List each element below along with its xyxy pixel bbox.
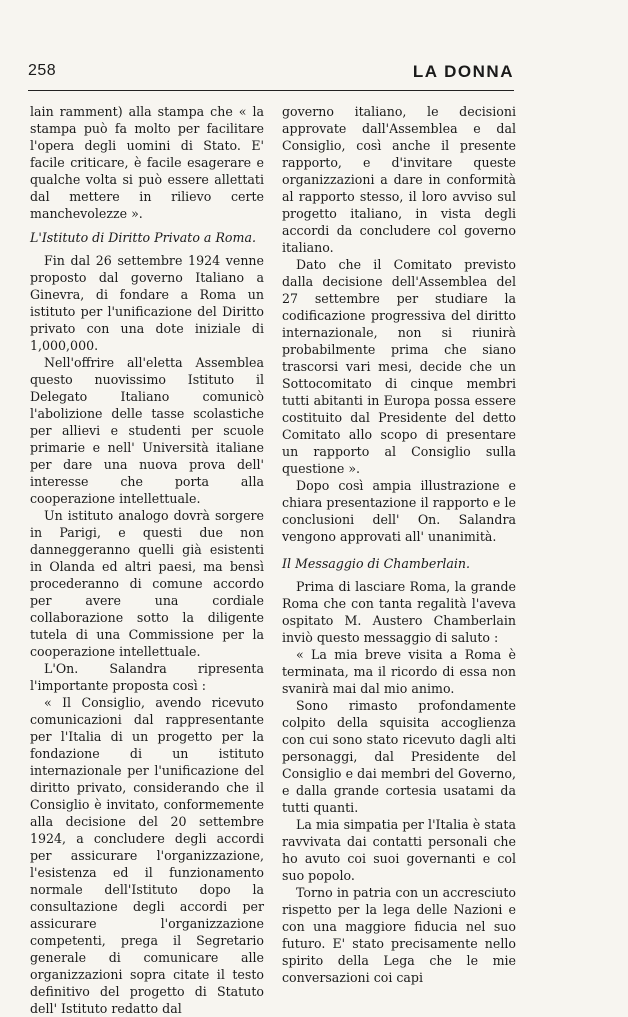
paragraph: La mia simpatia per l'Italia è stata ravvivata dai contatti personali che ho avuto coi suoi governanti e col suo popolo.	[282, 817, 516, 883]
paragraph: governo italiano, le decisioni approvate dall'Assemblea e dal Consiglio, così anche il presente rapporto, e d'invitare queste organizzazioni a dare in conformità al rapporto stesso, il loro avviso sul progetto italiano, in vista degli accordi da concludere col governo italiano.	[282, 104, 516, 255]
paragraph: Prima di lasciare Roma, la grande Roma che con tanta regalità l'aveva ospitato M. Austero Chamberlain inviò questo messaggio di saluto :	[282, 579, 516, 645]
paragraph: lain ramment) alla stampa che « la stampa può fa molto per facilitare l'opera degli uomini di Stato. E' facile criticare, è facile esagerare e qualche volta si può essere allettati dal mettere in rilievo certe manchevolezze ».	[30, 104, 264, 221]
page-header	[28, 62, 514, 86]
paragraph: Torno in patria con un accresciuto rispetto per la lega delle Nazioni e con una maggiore fiducia nel suo futuro. E' stato precisamente nello spirito della Lega che le mie conversazioni coi capi	[282, 885, 516, 985]
paragraph: Dato che il Comitato previsto dalla decisione dell'Assemblea del 27 settembre per studiare la codificazione progressiva del diritto internazionale, non si riunirà probabilmente prima che siano trascorsi vari mesi, decide che un Sottocomitato di cinque membri tutti abitanti in Europa possa essere costituito dal Presidente del detto Comitato allo scopo di presentare un rapporto al Consiglio sulla questione ».	[282, 257, 516, 476]
header-rule	[28, 90, 514, 91]
paragraph: « La mia breve visita a Roma è terminata, ma il ricordo di essa non svanirà mai dal mio animo.	[282, 647, 516, 696]
paragraph: Sono rimasto profondamente colpito della squisita accoglienza con cui sono stato ricevuto dagli alti personaggi, dal Presidente del Consiglio e dai membri del Governo, e dalla grande cortesia usatami da tutti quanti.	[282, 698, 516, 815]
paragraph: Un istituto analogo dovrà sorgere in Parigi, e questi due non danneggeranno quelli già esistenti in Olanda ed altri paesi, ma bensì procederanno di comune accordo per avere una cordiale collaborazione sotto la diligente tutela di una Commissione per la cooperazione intellettuale.	[30, 508, 264, 659]
paragraph: « Il Consiglio, avendo ricevuto comunicazioni dal rappresentante per l'Italia di un progetto per la fondazione di un istituto internazionale per l'unificazione del diritto privato, considerando che il Consiglio è invitato, conformemente alla decisione del 20 settembre 1924, a concludere degli accordi per assicurare l'organizzazione, l'esistenza ed il funzionamento normale dell'Istituto dopo la consultazione degli accordi per assicurare l'organizzazione competenti, prega il Segretario generale di comunicare alle organizzazioni sopra citate il testo definitivo del progetto di Statuto dell' Istituto redatto dal	[30, 695, 264, 1016]
paragraph: Dopo così ampia illustrazione e chiara presentazione il rapporto e le conclusioni dell' On. Salandra vengono approvati all' unanimità.	[282, 478, 516, 544]
page-number: 258	[28, 62, 57, 79]
section-heading-istituto: L'Istituto di Diritto Privato a Roma.	[30, 230, 256, 245]
paragraph: Nell'offrire all'eletta Assemblea questo nuovissimo Istituto il Delegato Italiano comunicò l'abolizione delle tasse scolastiche per allievi e studenti per scuole primarie e nell' Università italiane per dare una nuova prova dell' interesse che porta alla cooperazione intellettuale.	[30, 355, 264, 506]
paragraph: L'On. Salandra ripresenta l'importante proposta così :	[30, 661, 264, 693]
running-title: LA DONNA	[412, 62, 514, 81]
left-column	[30, 103, 264, 1017]
section-heading-messaggio: Il Messaggio di Chamberlain.	[282, 556, 471, 571]
paragraph: Fin dal 26 settembre 1924 venne proposto dal governo Italiano a Ginevra, di fondare a Roma un istituto per l'unificazione del Diritto privato con una dote iniziale di 1,000,000.	[30, 253, 264, 353]
right-column	[282, 103, 516, 986]
